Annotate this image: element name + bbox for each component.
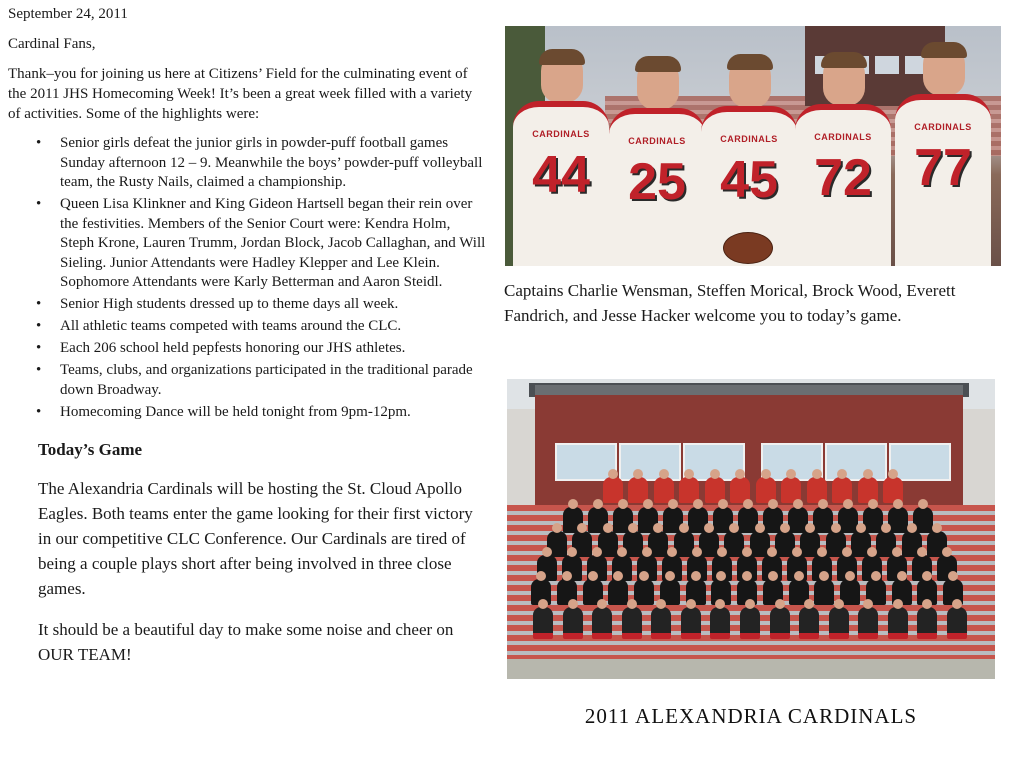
jersey-team-text: CARDINALS [814,132,872,142]
letter-column [8,6,488,667]
jersey-team-text: CARDINALS [628,136,686,146]
letter-intro: Thank–you for joining us here at Citizens’ Field for the culminating event of the 2011 JHS Homecoming Week! It’s been a great week filled with a variety of activities. Some of the highlights were: [8,66,473,122]
field-grass [507,659,995,679]
highlight-item: • Each 206 school held pepfests honoring our JHS athletes. [60,339,488,359]
game-paragraph: The Alexandria Cardinals will be hosting the St. Cloud Apollo Eagles. Both teams enter the game looking for their first victory in our competitive CLC Conference. Our Cardinals are tired of being a couple plays short after being involved in three close games. [38,478,473,598]
game-heading: Today’s Game [38,439,143,459]
highlight-item: • Senior girls defeat the junior girls in powder-puff football games Sunday afternoon 12 – 9. Meanwhile the boys’ powder-puff volleyball team, the Rusty Nails, claimed a championship. [60,134,488,193]
front-row [533,607,967,643]
highlight-item: • Queen Lisa Klinkner and King Gideon Hartsell began their rein over the festivities. Members of the Senior Court were: Kendra Holm, Steph Krone, Lauren Trumm, Jordan Block, Jacob Callaghan, and Will Sieling. Junior Attendants were Hadley Klepper and Lee Klein. Sophomore Attendants were Karly Betterman and Aaron Steidl. [60,195,488,293]
press-box-window [825,443,887,481]
captains-caption: Captains Charlie Wensman, Steffen Morical, Brock Wood, Everett Fandrich, and Jesse Hacker welcome you to today’s game. [504,281,956,325]
jersey-team-text: CARDINALS [532,129,590,139]
highlight-item: • Teams, clubs, and organizations participated in the traditional parade down Broadway. [60,361,488,400]
captain-player [889,44,997,266]
letter-salutation: Cardinal Fans, [8,36,96,52]
jersey-team-text: CARDINALS [720,134,778,144]
closing-paragraph: It should be a beautiful day to make some noise and cheer on OUR TEAM! [38,619,454,664]
jersey-number: 72 [814,149,872,207]
captain-player [789,54,897,266]
captains-photo [505,26,1001,266]
players-row [563,507,933,533]
jersey-team-text: CARDINALS [914,122,972,132]
football [723,232,773,264]
press-box-window [889,443,951,481]
jersey-number: 45 [720,151,778,209]
letter-date: September 24, 2011 [8,6,128,22]
jersey-number: 44 [532,146,590,204]
jersey-number: 77 [914,139,972,197]
jersey-number: 25 [628,153,686,211]
highlight-item: • Senior High students dressed up to theme days all week. [60,295,488,315]
press-box-window [619,443,681,481]
team-caption: 2011 ALEXANDRIA CARDINALS [584,704,918,728]
team-photo [507,379,995,679]
highlight-item: • All athletic teams competed with teams around the CLC. [60,317,488,337]
highlight-item: • Homecoming Dance will be held tonight from 9pm-12pm. [60,403,488,423]
highlights-list [8,134,488,423]
captain-player [507,51,615,266]
